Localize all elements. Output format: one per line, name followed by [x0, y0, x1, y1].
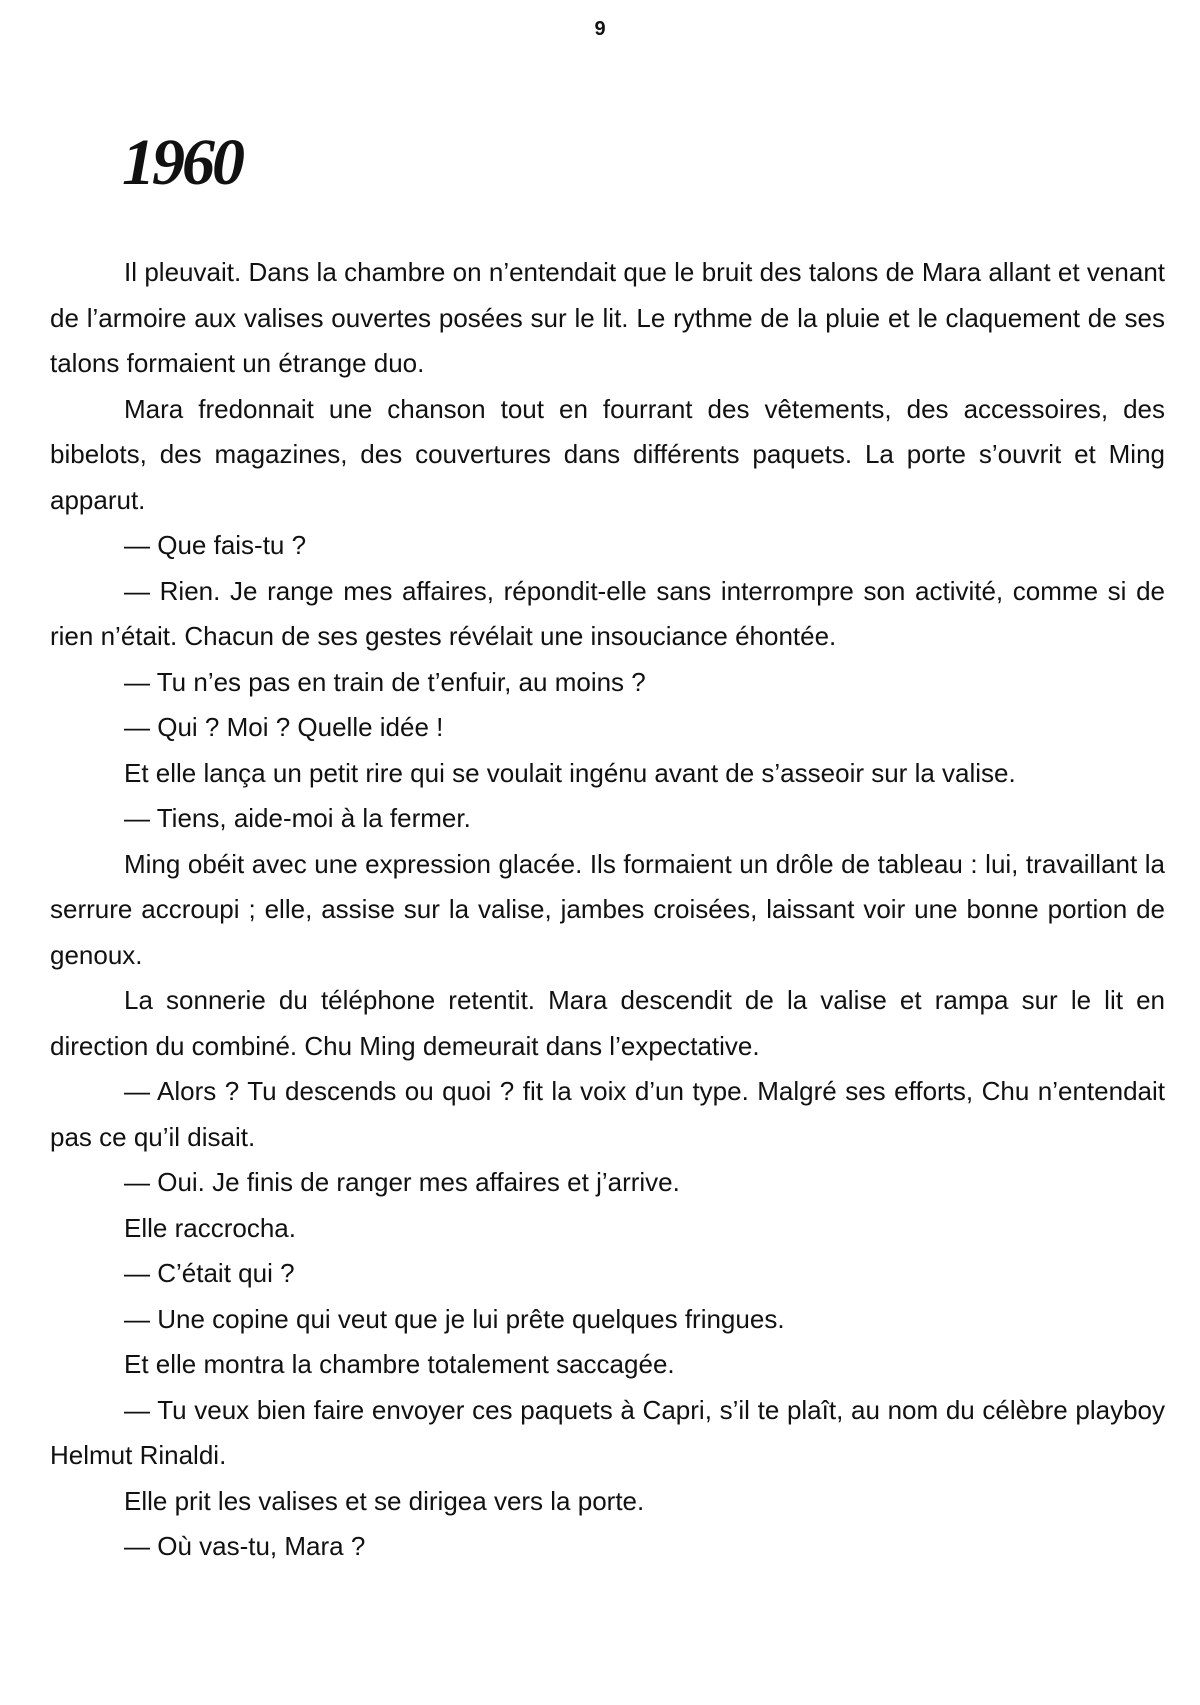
paragraph: Et elle lança un petit rire qui se voulait ingénu avant de s’asseoir sur la valise. [124, 757, 1016, 788]
dialogue-line: — Alors ? Tu descends ou quoi ? fit la voix d’un type. Malgré ses efforts, Chu n’entendait pas ce qu’il disait. [50, 1076, 1165, 1152]
paragraph: Elle raccrocha. [124, 1212, 296, 1243]
paragraph: Elle prit les valises et se dirigea vers la porte. [124, 1485, 645, 1516]
dialogue-line: — Tiens, aide-moi à la fermer. [124, 803, 471, 833]
dialogue-line: — Que fais-tu ? [124, 530, 307, 560]
paragraph: Ming obéit avec une expression glacée. Ils formaient un drôle de tableau : lui, travaillant la serrure accroupi ; elle, assise sur la valise, jambes croisées, laissant voir une bonne portion de genoux. [50, 848, 1165, 970]
dialogue-line: — C’était qui ? [124, 1258, 295, 1288]
page-number: 9 [594, 18, 606, 40]
dialogue-line: — Tu n’es pas en train de t’enfuir, au moins ? [124, 666, 646, 697]
dialogue-line: — Tu veux bien faire envoyer ces paquets à Capri, s’il te plaît, au nom du célèbre playboy Helmut Rinaldi. [50, 1394, 1165, 1470]
paragraph: Mara fredonnait une chanson tout en fourrant des vêtements, des accessoires, des bibelots, des magazines, des couvertures dans différents paquets. La porte s’ouvrit et Ming apparut. [50, 393, 1165, 515]
paragraph: Et elle montra la chambre totalement saccagée. [124, 1349, 675, 1379]
dialogue-line: — Rien. Je range mes affaires, répondit-elle sans interrompre son activité, comme si de rien n’était. Chacun de ses gestes révélait une insouciance éhontée. [50, 575, 1165, 651]
dialogue-line: — Une copine qui veut que je lui prête quelques fringues. [124, 1303, 785, 1334]
body-text [50, 250, 1165, 1570]
paragraph: La sonnerie du téléphone retentit. Mara descendit de la valise et rampa sur le lit en direction du combiné. Chu Ming demeurait dans l’expectative. [50, 985, 1165, 1061]
paragraph: Il pleuvait. Dans la chambre on n’entendait que le bruit des talons de Mara allant et venant de l’armoire aux valises ouvertes posées sur le lit. Le rythme de la pluie et le claquement de ses talons formaient un étrange duo. [50, 257, 1165, 378]
dialogue-line: — Oui. Je finis de ranger mes affaires et j’arrive. [124, 1167, 680, 1197]
dialogue-line: — Qui ? Moi ? Quelle idée ! [124, 712, 444, 742]
chapter-title: 1960 [122, 126, 242, 199]
dialogue-line: — Où vas-tu, Mara ? [124, 1531, 366, 1561]
